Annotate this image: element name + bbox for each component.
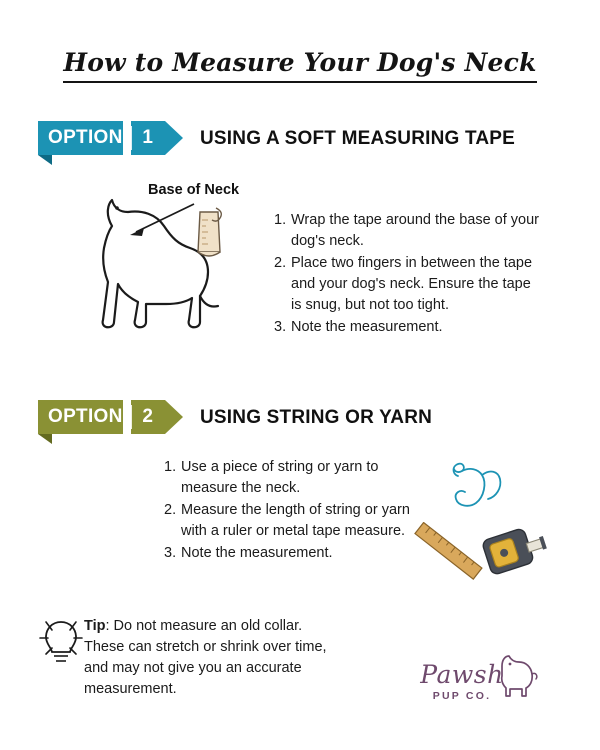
step-text: Wrap the tape around the base of your dog's neck. xyxy=(291,212,540,249)
option-2-banner-tail xyxy=(165,400,183,434)
option-1-banner-fold xyxy=(38,155,52,165)
base-of-neck-label: Base of Neck xyxy=(148,182,240,198)
list-item xyxy=(164,457,424,499)
step-text: Measure the length of string or yarn with a ruler or metal tape measure. xyxy=(181,502,410,539)
step-text: Note the measurement. xyxy=(291,319,443,335)
step-number: 1. xyxy=(274,212,287,228)
option-2-heading: USING STRING OR YARN xyxy=(200,407,433,428)
list-item xyxy=(274,253,542,316)
logo-dog-icon xyxy=(486,652,540,698)
list-item xyxy=(274,210,542,252)
option-1-banner xyxy=(38,121,183,155)
step-text: Use a piece of string or yarn to measure the neck. xyxy=(181,459,379,496)
page-title xyxy=(0,48,600,77)
tip-block xyxy=(84,616,334,700)
measuring-tape-icon xyxy=(186,206,232,262)
option-2-number: 2 xyxy=(131,400,165,434)
option-1-banner-label: OPTION xyxy=(38,121,123,155)
brand-tagline: PUP CO. xyxy=(432,690,492,702)
step-number: 3. xyxy=(164,545,177,561)
brand-name: Pawsh xyxy=(420,660,504,689)
option-2-banner-fold xyxy=(38,434,52,444)
list-item xyxy=(164,500,424,542)
list-item xyxy=(274,317,542,338)
option-1-number: 1 xyxy=(131,121,165,155)
step-text: Note the measurement. xyxy=(181,545,333,561)
tip-label: Tip xyxy=(84,618,106,634)
option-2-steps xyxy=(164,457,424,565)
option-1-banner-tail xyxy=(165,121,183,155)
list-item xyxy=(164,543,424,564)
step-number: 1. xyxy=(164,459,177,475)
tip-text: Do not measure an old collar. These can stretch or shrink over time, and may not give you an accurate measurement. xyxy=(84,618,327,697)
page-title-text: How to Measure Your Dog's Neck xyxy=(63,48,536,83)
option-2-banner xyxy=(38,400,183,434)
option-2-banner-label: OPTION xyxy=(38,400,123,434)
wooden-ruler-icon xyxy=(408,522,488,584)
tip-separator: : xyxy=(105,618,114,634)
step-number: 3. xyxy=(274,319,287,335)
lightbulb-icon xyxy=(36,612,88,674)
option-1-steps xyxy=(274,210,542,339)
step-number: 2. xyxy=(274,255,287,271)
string-yarn-icon xyxy=(448,452,528,512)
step-number: 2. xyxy=(164,502,177,518)
metal-tape-measure-icon xyxy=(478,520,548,582)
step-text: Place two fingers in between the tape and your dog's neck. Ensure the tape is snug, but not too tight. xyxy=(291,255,533,313)
option-1-heading: USING A SOFT MEASURING TAPE xyxy=(200,128,516,149)
